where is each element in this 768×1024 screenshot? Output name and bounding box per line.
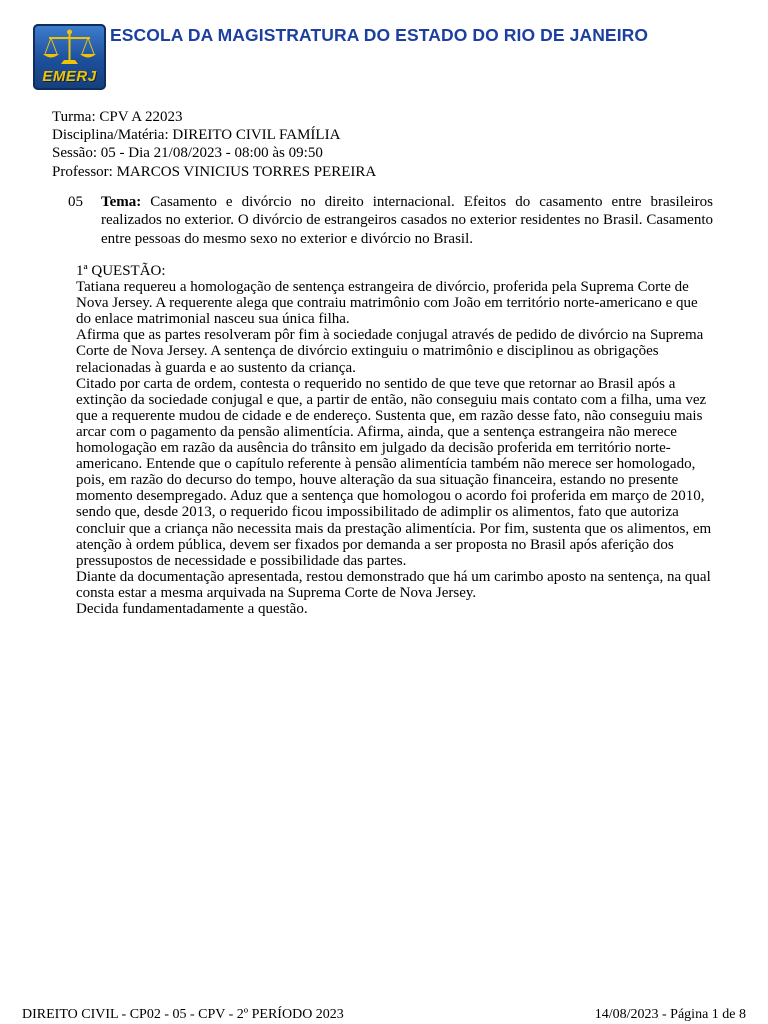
disciplina-line: Disciplina/Matéria: DIREITO CIVIL FAMÍLIA: [52, 127, 341, 144]
logo-text: EMERJ: [42, 68, 97, 85]
class-info: [52, 108, 376, 181]
question-paragraph: Decida fundamentadamente a questão.: [76, 600, 308, 617]
question-paragraph: Diante da documentação apresentada, restou demonstrado que há um carimbo aposto na sentença, na qual consta estar a mesma arquivada na Suprema Corte de Nova Jersey.: [76, 568, 711, 601]
tema-text: Casamento e divórcio no direito internacional. Efeitos do casamento entre brasileiros realizados no exterior. O divórcio de estrangeiros casados no exterior residentes no Brasil. Casamento entre pessoas do mesmo sexo no exterior e divórcio no Brasil.: [101, 194, 713, 247]
tema-paragraph: [101, 193, 713, 248]
tema-number: 05: [68, 194, 83, 210]
professor-line: Professor: MARCOS VINICIUS TORRES PEREIRA: [52, 163, 377, 180]
question-paragraph: Citado por carta de ordem, contesta o requerido no sentido de que teve que retornar ao Brasil após a extinção da sociedade conjugal e que, a partir de então, não conseguiu mais contato com a filha, uma vez que a requerente mudou de cidade e de endereço. Sustenta que, em razão desse fato, não conseguiu mais arcar com o pagamento da pensão alimentícia. Afirma, ainda, que a sentença estrangeira não merece homologação em razão da ausência do trânsito em julgado da decisão proferida em território norte-americano. Entende que o capítulo referente à pensão alimentícia também não merece ser homologado, pois, em razão do decurso do tempo, houve alteração da sua situação financeira, estando no presente momento desempregado. Aduz que a sentença que homologou o acordo foi proferida em março de 2010, sendo que, desde 2013, o requerido ficou impossibilitado de adimplir os alimentos, fato que autoriza concluir que a criança não necessita mais da prestação alimentícia. Por fim, sustenta que os alimentos, em atenção à ordem pública, devem ser fixados por demanda a ser proposta no Brasil após aferição dos pressupostos de necessidade e possibilidade das partes.: [76, 375, 712, 569]
emerj-logo: [33, 24, 106, 90]
question-title: 1ª QUESTÃO:: [76, 263, 166, 279]
footer-date-page: 14/08/2023 - Página 1 de 8: [594, 1007, 746, 1022]
turma-line: Turma: CPV A 22023: [52, 109, 183, 125]
school-name: ESCOLA DA MAGISTRATURA DO ESTADO DO RIO DE JANEIRO: [110, 25, 649, 45]
tema-section: [68, 193, 713, 248]
sessao-line: Sessão: 05 - Dia 21/08/2023 - 08:00 às 09:50: [52, 145, 323, 162]
question-section: [76, 263, 716, 617]
question-paragraph: Afirma que as partes resolveram pôr fim à sociedade conjugal através de pedido de divórcio na Suprema Corte de Nova Jersey. A sentença de divórcio extinguiu o matrimônio e disciplinou as obrigações relacionadas à guarda e ao sustento da criança.: [76, 327, 704, 376]
tema-label: Tema:: [101, 194, 142, 210]
footer-course: DIREITO CIVIL - CP02 - 05 - CPV - 2º PERÍODO 2023: [22, 1007, 344, 1022]
page-footer: [22, 1007, 746, 1023]
question-paragraph: Tatiana requereu a homologação de sentença estrangeira de divórcio, proferida pela Suprema Corte de Nova Jersey. A requerente alega que contraiu matrimônio com João em território norte-americano e que do enlace matrimonial nasceu sua única filha.: [76, 279, 698, 328]
